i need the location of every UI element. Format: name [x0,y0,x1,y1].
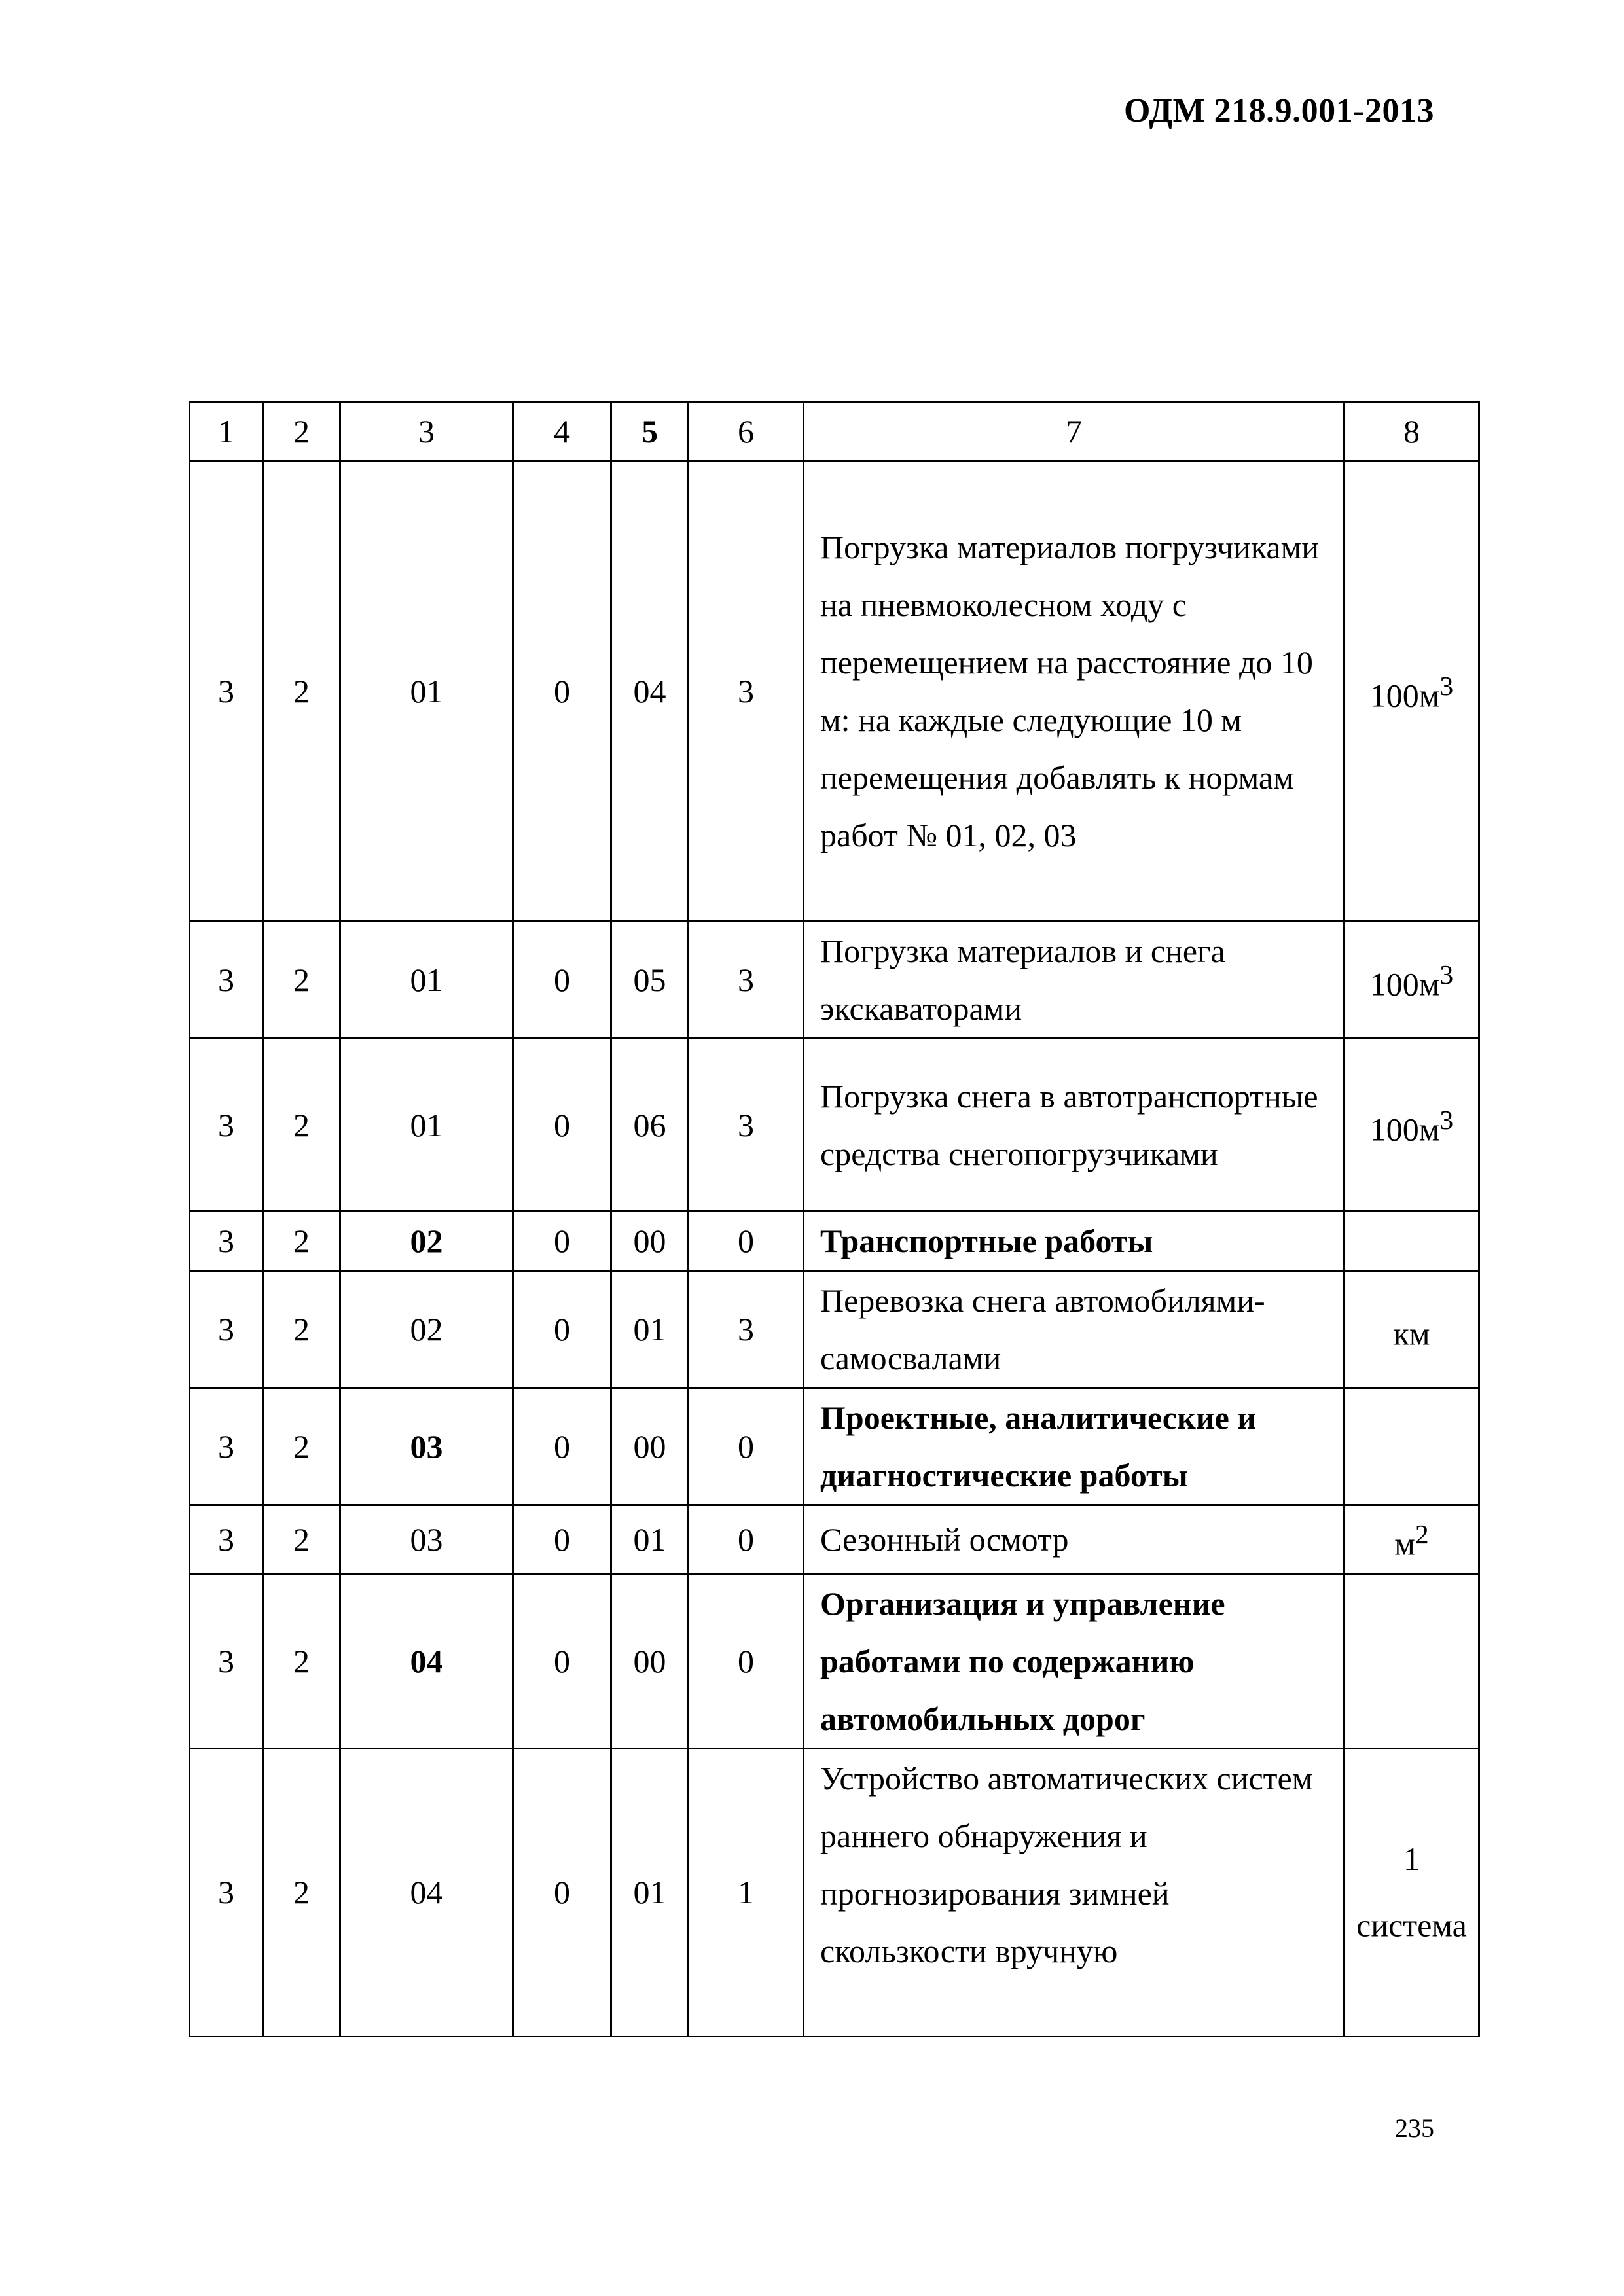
work-description: Погрузка материалов погрузчиками на пневмоколесном ходу с перемещением на расстояние до 10 м: на каждые следующие 10 м перемещения добавлять к нормам работ № 01, 02, 03 [804,461,1344,922]
code-cell: 05 [611,922,689,1039]
code-cell: 3 [689,1039,804,1211]
table-row [190,1211,1479,1271]
code-cell: 3 [190,1211,263,1271]
unit-cell [1344,1211,1479,1271]
table-row [190,1505,1479,1574]
norms-table [189,401,1480,2037]
code-cell: 3 [190,922,263,1039]
table-row [190,1039,1479,1211]
column-number: 4 [513,402,611,461]
code-cell: 0 [513,1388,611,1505]
unit-exponent: 3 [1439,1105,1454,1136]
work-description: Устройство автоматических систем раннего обнаружения и прогнозирования зимней скользкости вручную [804,1748,1344,2036]
unit-cell [1344,461,1479,922]
table-row [190,922,1479,1039]
code-cell: 0 [513,461,611,922]
code-cell: 3 [689,1271,804,1388]
column-number: 7 [804,402,1344,461]
code-cell: 2 [263,922,340,1039]
unit-text: м [1394,1525,1415,1562]
work-description: Сезонный осмотр [804,1505,1344,1574]
work-description: Погрузка материалов и снега экскаваторами [804,922,1344,1039]
column-number: 6 [689,402,804,461]
code-cell: 3 [190,1271,263,1388]
code-cell: 0 [689,1388,804,1505]
code-cell: 3 [190,1573,263,1748]
code-cell: 0 [513,1271,611,1388]
unit-cell [1344,1573,1479,1748]
code-cell: 00 [611,1573,689,1748]
code-cell: 3 [190,1505,263,1574]
unit-cell [1344,1748,1479,2036]
section-title: Организация и управление работами по содержанию автомобильных дорог [804,1573,1344,1748]
column-number: 5 [611,402,689,461]
table-header-row [190,402,1479,461]
section-title: Проектные, аналитические и диагностические работы [804,1388,1344,1505]
code-cell: 3 [190,1748,263,2036]
code-cell: 2 [263,1573,340,1748]
unit-text: км [1393,1315,1430,1352]
code-cell: 04 [611,461,689,922]
code-cell: 0 [689,1573,804,1748]
code-cell: 3 [689,461,804,922]
section-title: Транспортные работы [804,1211,1344,1271]
column-number: 3 [340,402,513,461]
code-cell: 1 [689,1748,804,2036]
unit-exponent: 3 [1439,672,1454,702]
code-cell: 01 [340,461,513,922]
work-description: Погрузка снега в автотранспортные средства снегопогрузчиками [804,1039,1344,1211]
code-cell: 0 [689,1211,804,1271]
code-cell: 2 [263,1039,340,1211]
unit-text: 100м [1369,677,1440,714]
code-cell: 01 [611,1271,689,1388]
code-cell: 00 [611,1211,689,1271]
unit-cell [1344,1271,1479,1388]
code-cell: 2 [263,461,340,922]
code-cell: 0 [513,1039,611,1211]
unit-exponent: 2 [1415,1520,1429,1550]
code-cell: 02 [340,1211,513,1271]
code-cell: 01 [611,1505,689,1574]
code-cell: 01 [340,1039,513,1211]
unit-cell [1344,1039,1479,1211]
column-number: 1 [190,402,263,461]
column-number: 2 [263,402,340,461]
code-cell: 2 [263,1388,340,1505]
code-cell: 03 [340,1388,513,1505]
column-number: 8 [1344,402,1479,461]
page-number: 235 [1395,2113,1434,2143]
code-cell: 06 [611,1039,689,1211]
table-row [190,461,1479,922]
code-cell: 01 [611,1748,689,2036]
document-code: ОДМ 218.9.001-2013 [1123,92,1434,130]
code-cell: 3 [190,461,263,922]
code-cell: 04 [340,1748,513,2036]
work-description: Перевозка снега автомобилями-самосвалами [804,1271,1344,1388]
code-cell: 2 [263,1271,340,1388]
unit-cell [1344,1505,1479,1574]
code-cell: 0 [513,1573,611,1748]
table-row [190,1748,1479,2036]
code-cell: 02 [340,1271,513,1388]
unit-cell [1344,922,1479,1039]
table-row [190,1388,1479,1505]
code-cell: 03 [340,1505,513,1574]
unit-text: 100м [1369,965,1440,1003]
code-cell: 0 [513,1505,611,1574]
code-cell: 3 [190,1039,263,1211]
code-cell: 0 [513,922,611,1039]
code-cell: 3 [190,1388,263,1505]
code-cell: 3 [689,922,804,1039]
code-cell: 0 [689,1505,804,1574]
table-row [190,1573,1479,1748]
code-cell: 01 [340,922,513,1039]
unit-text: 100м [1369,1111,1440,1148]
code-cell: 2 [263,1211,340,1271]
code-cell: 0 [513,1211,611,1271]
code-cell: 04 [340,1573,513,1748]
code-cell: 00 [611,1388,689,1505]
unit-exponent: 3 [1439,960,1454,991]
table-row [190,1271,1479,1388]
code-cell: 2 [263,1505,340,1574]
code-cell: 0 [513,1748,611,2036]
unit-cell [1344,1388,1479,1505]
code-cell: 2 [263,1748,340,2036]
unit-text: 1 система [1356,1840,1467,1944]
